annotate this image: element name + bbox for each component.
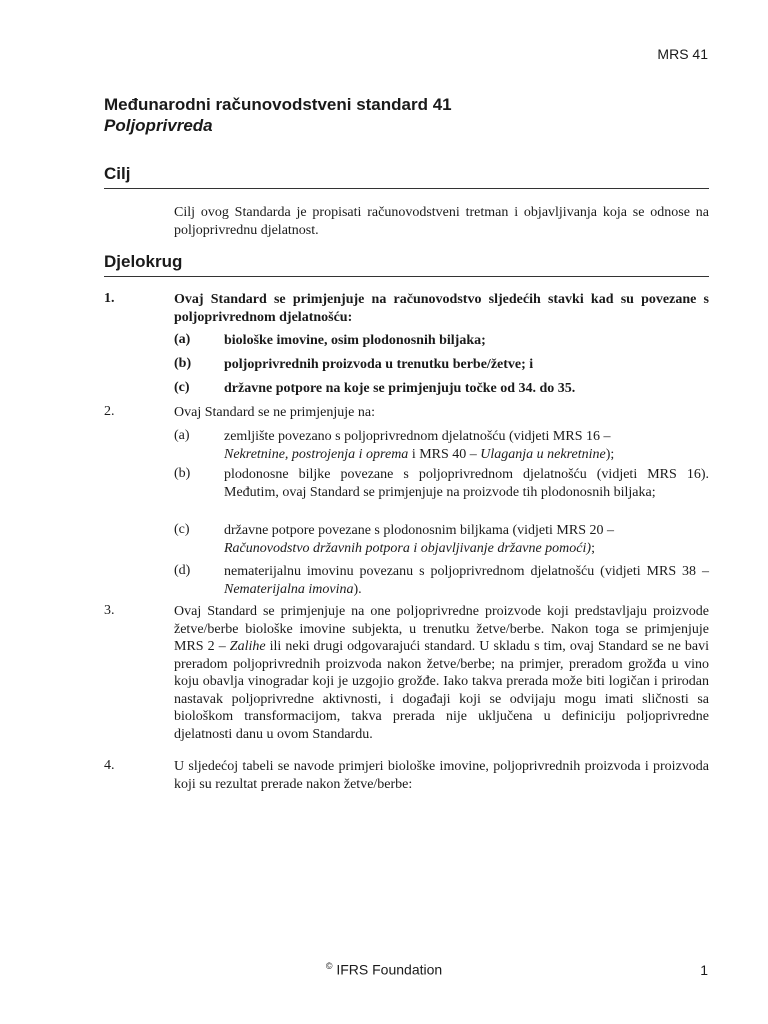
p2-item-a-text: zemljište povezano s poljoprivrednom djelatnošću (vidjeti MRS 16 – Nekretnine, postrojenja i oprema i MRS 40 – Ulaganja u nekretnine); — [224, 429, 615, 462]
p2-item-d-text: nematerijalnu imovinu povezanu s poljoprivrednom djelatnošću (vidjeti MRS 38 –Nematerijalna imovina). — [224, 564, 709, 597]
p2-item-d-label: (d) — [174, 563, 191, 578]
section-heading-cilj: Cilj — [104, 164, 709, 189]
p2-item-b-label: (b) — [174, 466, 191, 481]
p2-item-c-text: državne potpore povezane s plodonosnim biljkama (vidjeti MRS 20 – Računovodstvo državnih potpora i objavljivanje državne pomoći); — [224, 523, 614, 556]
copyright-symbol: © — [325, 961, 333, 971]
p1-item-b-label: (b) — [174, 356, 192, 371]
paragraph-number-2: 2. — [104, 404, 115, 419]
p2-item-a-label: (a) — [174, 428, 190, 443]
section-heading-djelokrug: Djelokrug — [104, 252, 709, 277]
p1-item-c-label: (c) — [174, 380, 190, 395]
p2-item-b-text: plodonosne biljke povezane s poljoprivrednom djelatnošću (vidjeti MRS 16). Međutim, ovaj Standard se primjenjuje na proizvode tih plodonosnih biljaka; — [224, 467, 709, 500]
footer-org: IFRS Foundation — [332, 961, 443, 978]
paragraph-number-3: 3. — [104, 603, 115, 618]
title-subtitle: Poljoprivreda — [104, 116, 213, 135]
title-main: Međunarodni računovodstveni standard 41 — [104, 95, 452, 114]
page-title — [104, 94, 452, 136]
paragraph-number-1: 1. — [104, 291, 115, 306]
paragraph-3-text: Ovaj Standard se primjenjuje na one poljoprivredne proizvode koji predstavljaju proizvode žetve/berbe biološke imovine subjekta, u trenutku žetve/berbe. Nakon toga se primjenjuje MRS 2 – Zalihe ili neki drugi odgovarajući standard. U skladu s tim, ovaj Standard se ne bavi preradom poljoprivrednih proizvoda nakon žetve/berbe; na primjer, preradom grožđa u vino koju obavlja vinogradar koji je uzgojio grožđe. Iako takva prerada može biti logičan i prirodan nastavak poljoprivredne aktivnosti, i događaji koji se odvijaju mogu imati sličnosti sa biološkom transformacijom, takva prerada nije uključena u definiciju poljoprivredne djelatnosti danu u ovom Standardu. — [174, 604, 709, 742]
page-number: 1 — [700, 962, 708, 978]
p1-item-c-text: državne potpore na koje se primjenjuju točke od 34. do 35. — [224, 381, 576, 396]
p1-item-a-text: biološke imovine, osim plodonosnih biljaka; — [224, 333, 486, 348]
paragraph-2-text: Ovaj Standard se ne primjenjuje na: — [174, 405, 375, 420]
paragraph-1-text: Ovaj Standard se primjenjuje na računovodstvo sljedećih stavki kad su povezane s poljoprivrednom djelatnošću: — [174, 292, 709, 325]
p1-item-b-text: poljoprivrednih proizvoda u trenutku berbe/žetve; i — [224, 357, 534, 372]
header-code: MRS 41 — [657, 46, 708, 62]
p2-item-c-label: (c) — [174, 522, 190, 537]
cilj-text: Cilj ovog Standarda je propisati računovodstveni tretman i objavljivanja koja se odnose na poljoprivrednu djelatnost. — [174, 205, 709, 238]
paragraph-number-4: 4. — [104, 758, 115, 773]
paragraph-4-text: U sljedećoj tabeli se navode primjeri biološke imovine, poljoprivrednih proizvoda i proizvoda koji su rezultat prerade nakon žetve/berbe: — [174, 759, 709, 792]
p1-item-a-label: (a) — [174, 332, 191, 347]
footer-copyright — [0, 961, 768, 978]
